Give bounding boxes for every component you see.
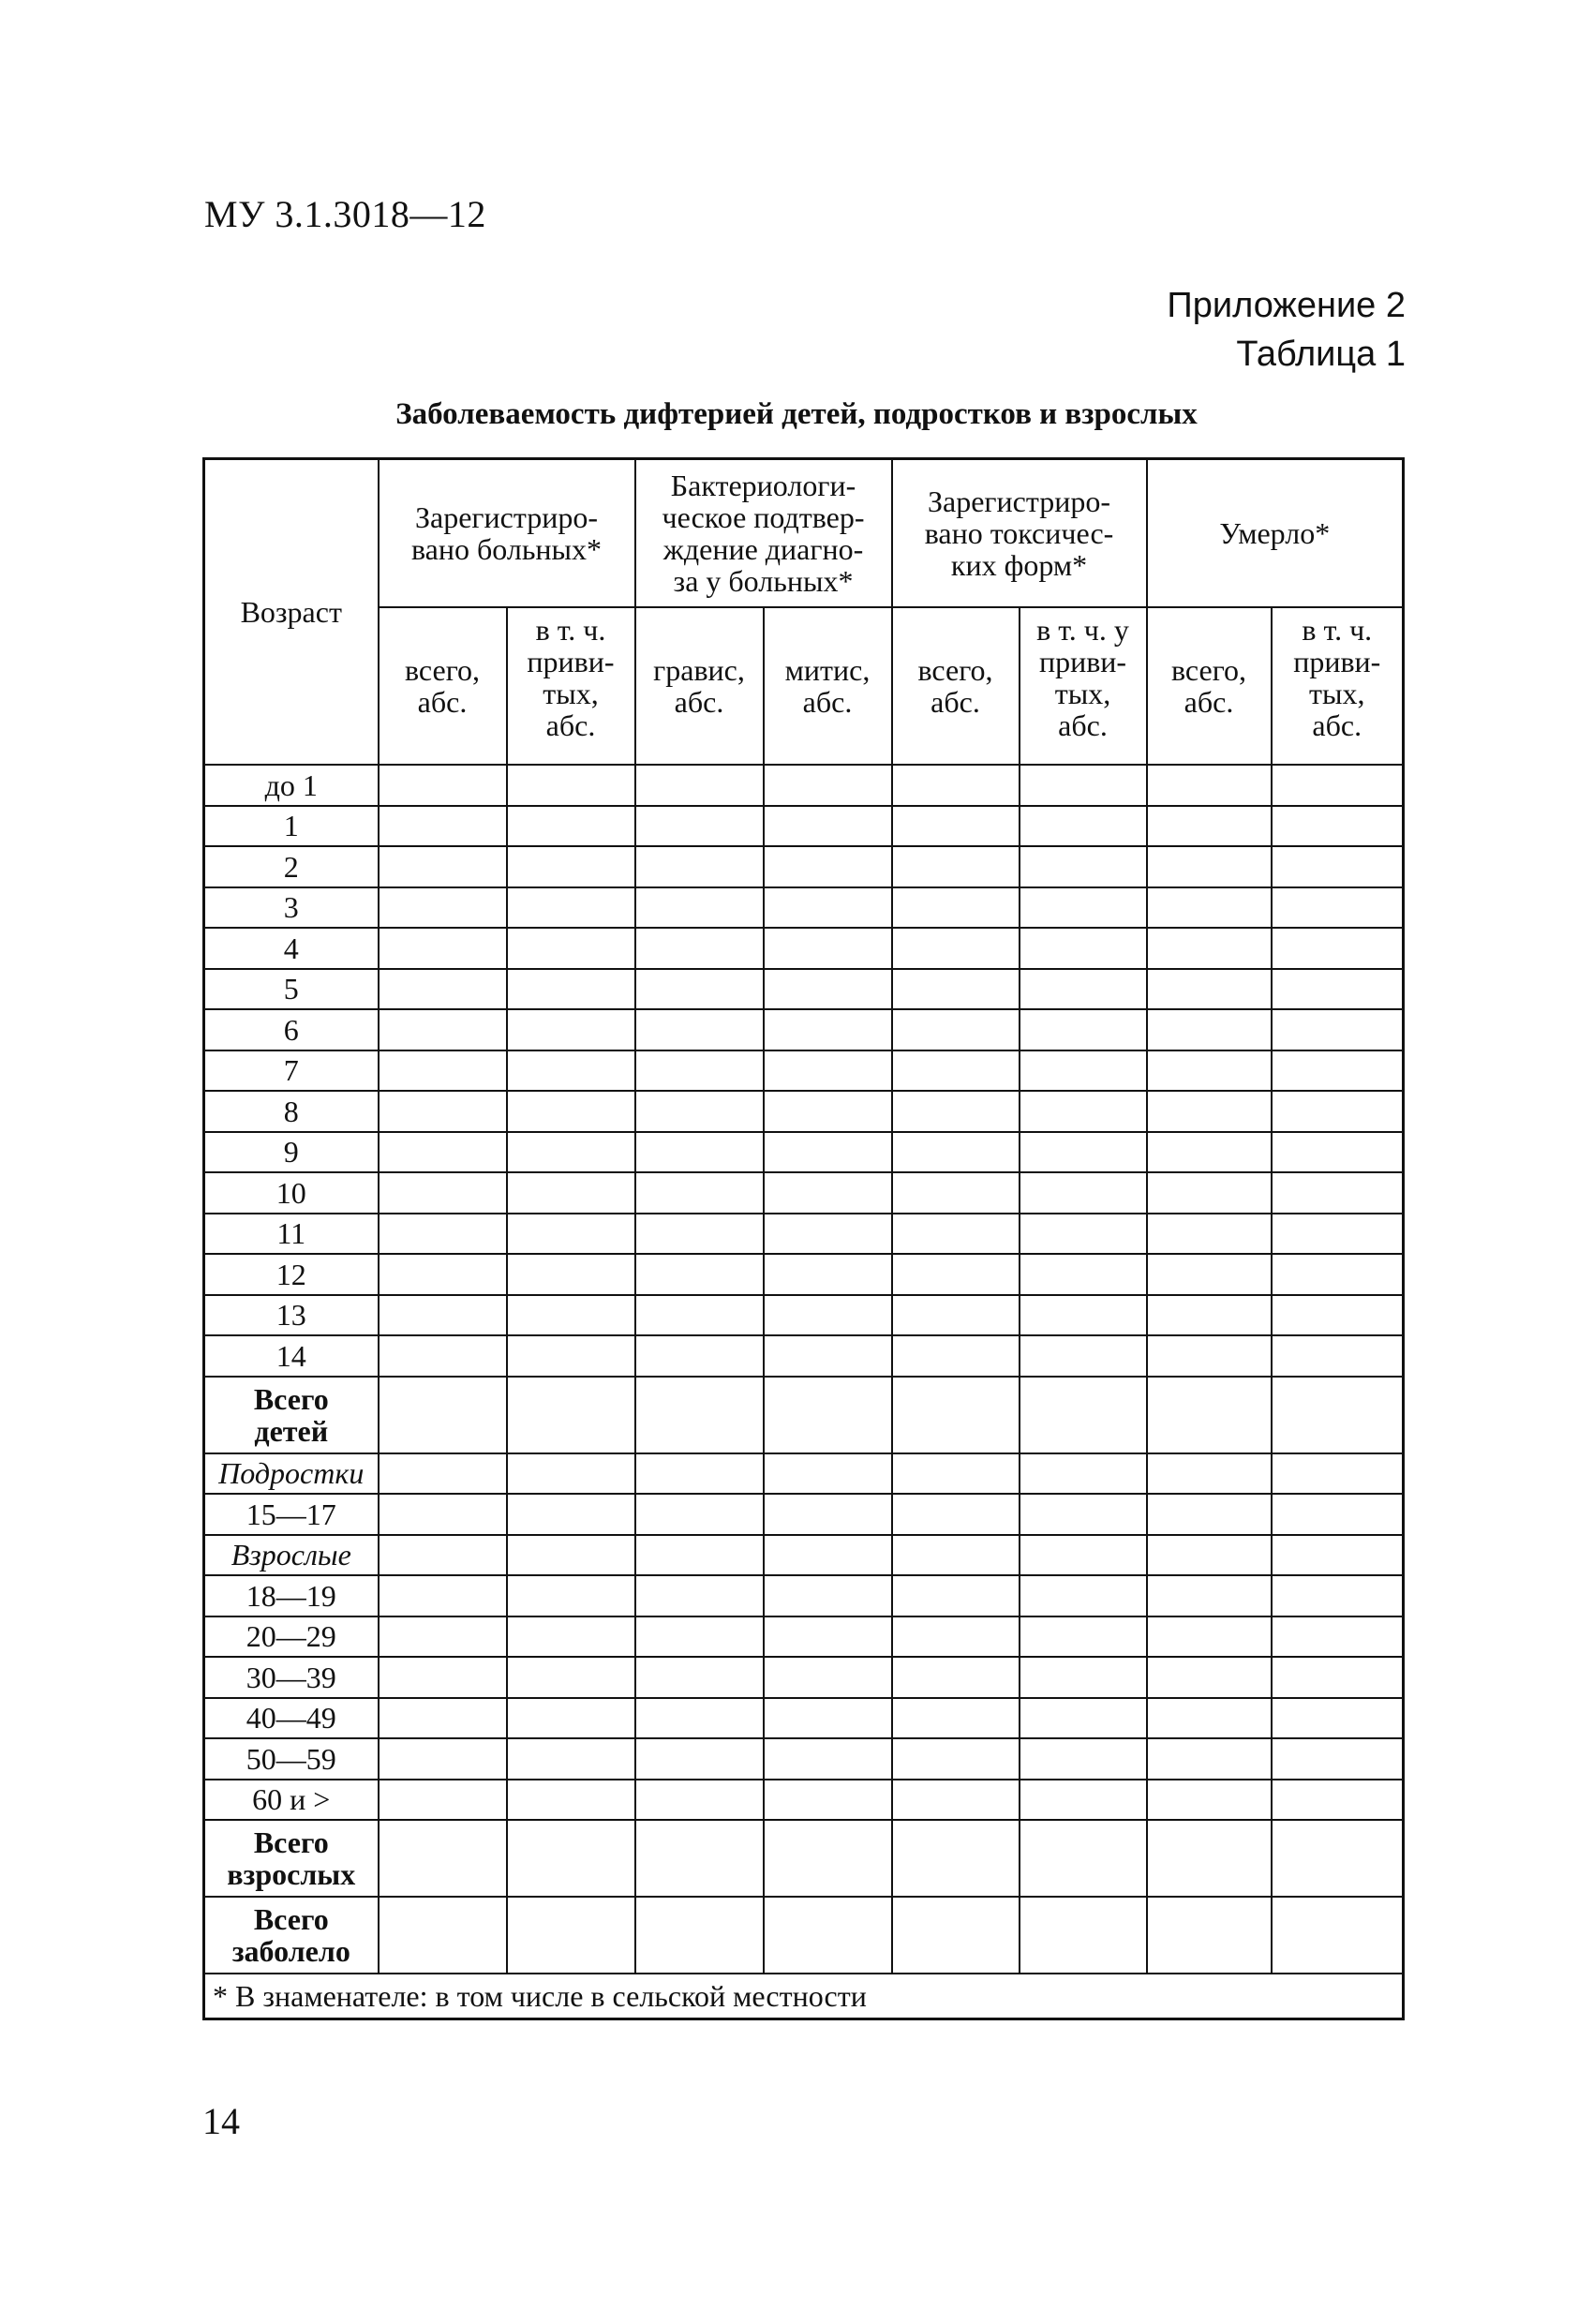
data-cell	[1020, 1091, 1147, 1132]
data-cell	[379, 1091, 507, 1132]
data-cell	[1020, 806, 1147, 847]
data-cell	[764, 806, 892, 847]
data-cell	[1020, 1657, 1147, 1698]
age-cell: 20—29	[204, 1616, 379, 1658]
data-cell	[1147, 1050, 1272, 1092]
data-cell	[1020, 1780, 1147, 1821]
age-cell: 1	[204, 806, 379, 847]
group-header-registered: Зарегистриро- вано больных*	[379, 459, 635, 608]
header-row-subcolumns	[204, 607, 1404, 765]
data-cell	[635, 969, 764, 1010]
data-cell	[764, 1132, 892, 1173]
data-cell	[1147, 1377, 1272, 1453]
age-cell: 14	[204, 1335, 379, 1377]
age-cell: 3	[204, 887, 379, 929]
table-row	[204, 1780, 1404, 1821]
data-cell	[635, 1050, 764, 1092]
data-cell	[892, 1295, 1020, 1336]
age-cell: 5	[204, 969, 379, 1010]
data-cell	[635, 806, 764, 847]
data-cell	[764, 1780, 892, 1821]
data-cell	[507, 846, 635, 887]
data-cell	[1020, 969, 1147, 1010]
data-cell	[764, 1377, 892, 1453]
age-cell: до 1	[204, 765, 379, 806]
data-cell	[379, 1009, 507, 1050]
data-cell	[892, 1738, 1020, 1780]
data-cell	[764, 1254, 892, 1295]
table-row	[204, 1494, 1404, 1535]
data-cell	[892, 1575, 1020, 1616]
data-cell	[1147, 1780, 1272, 1821]
data-cell	[635, 1780, 764, 1821]
data-cell	[764, 1295, 892, 1336]
data-cell	[892, 1091, 1020, 1132]
age-column-header: Возраст	[204, 459, 379, 766]
age-cell: Всего взрослых	[204, 1820, 379, 1897]
data-cell	[1020, 1335, 1147, 1377]
data-cell	[507, 969, 635, 1010]
data-cell	[507, 1335, 635, 1377]
data-cell	[379, 887, 507, 929]
data-cell	[507, 887, 635, 929]
data-cell	[1147, 887, 1272, 929]
data-cell	[1272, 1616, 1404, 1658]
data-cell	[892, 1050, 1020, 1092]
data-cell	[507, 1214, 635, 1255]
data-cell	[1272, 1050, 1404, 1092]
data-cell	[764, 1616, 892, 1658]
data-cell	[1272, 969, 1404, 1010]
appendix-block	[1167, 281, 1406, 379]
data-cell	[507, 1295, 635, 1336]
data-cell	[892, 1535, 1020, 1576]
data-cell	[1272, 1738, 1404, 1780]
table-row	[204, 1009, 1404, 1050]
page-number: 14	[202, 2100, 240, 2142]
data-cell	[1147, 1575, 1272, 1616]
data-cell	[1020, 1820, 1147, 1897]
data-cell	[1147, 1172, 1272, 1214]
data-cell	[764, 1172, 892, 1214]
age-cell: 7	[204, 1050, 379, 1092]
age-cell: 30—39	[204, 1657, 379, 1698]
age-cell: 60 и >	[204, 1780, 379, 1821]
data-cell	[635, 1698, 764, 1739]
data-cell	[892, 969, 1020, 1010]
table-row	[204, 806, 1404, 847]
data-cell	[1147, 765, 1272, 806]
data-cell	[379, 1535, 507, 1576]
data-cell	[1020, 1698, 1147, 1739]
group-header-bacteriological: Бактериологи- ческое подтвер- ждение диагно- за у больных*	[635, 459, 892, 608]
data-cell	[379, 1172, 507, 1214]
data-cell	[892, 1897, 1020, 1974]
data-cell	[635, 1091, 764, 1132]
data-cell	[1272, 1575, 1404, 1616]
data-cell	[1020, 1132, 1147, 1173]
data-cell	[507, 1172, 635, 1214]
age-cell: 12	[204, 1254, 379, 1295]
table-row	[204, 765, 1404, 806]
data-cell	[892, 1335, 1020, 1377]
data-cell	[635, 846, 764, 887]
data-cell	[892, 846, 1020, 887]
data-cell	[635, 1657, 764, 1698]
data-cell	[892, 1132, 1020, 1173]
data-cell	[1020, 1897, 1147, 1974]
table-row	[204, 1535, 1404, 1576]
table-row	[204, 1295, 1404, 1336]
data-cell	[1272, 1698, 1404, 1739]
data-cell	[379, 846, 507, 887]
data-cell	[635, 1214, 764, 1255]
data-cell	[764, 1820, 892, 1897]
data-cell	[635, 1738, 764, 1780]
table-row	[204, 928, 1404, 969]
data-cell	[635, 887, 764, 929]
data-cell	[764, 1453, 892, 1495]
data-cell	[1147, 1453, 1272, 1495]
age-cell: Подростки	[204, 1453, 379, 1495]
data-cell	[379, 1616, 507, 1658]
data-cell	[1020, 1377, 1147, 1453]
data-cell	[1020, 765, 1147, 806]
data-cell	[1272, 1897, 1404, 1974]
age-cell: 9	[204, 1132, 379, 1173]
data-cell	[379, 1214, 507, 1255]
data-cell	[1020, 1254, 1147, 1295]
data-cell	[1147, 1820, 1272, 1897]
data-cell	[379, 1254, 507, 1295]
age-cell: Всего детей	[204, 1377, 379, 1453]
age-cell: 15—17	[204, 1494, 379, 1535]
data-cell	[764, 969, 892, 1010]
data-cell	[1147, 846, 1272, 887]
footnote: * В знаменателе: в том числе в сельской местности	[204, 1974, 1404, 2019]
data-cell	[379, 1657, 507, 1698]
data-cell	[1147, 1494, 1272, 1535]
data-cell	[379, 1494, 507, 1535]
subheader-total: всего, абс.	[892, 607, 1020, 765]
age-cell: 6	[204, 1009, 379, 1050]
data-cell	[507, 806, 635, 847]
data-cell	[1272, 1132, 1404, 1173]
age-cell: 4	[204, 928, 379, 969]
data-cell	[507, 1897, 635, 1974]
data-cell	[764, 1214, 892, 1255]
data-cell	[764, 1091, 892, 1132]
data-cell	[507, 1050, 635, 1092]
data-cell	[507, 1254, 635, 1295]
data-cell	[892, 1657, 1020, 1698]
data-cell	[1020, 1535, 1147, 1576]
data-cell	[635, 1494, 764, 1535]
data-cell	[892, 1698, 1020, 1739]
data-cell	[1147, 1214, 1272, 1255]
data-cell	[1020, 1050, 1147, 1092]
data-cell	[1147, 1698, 1272, 1739]
data-cell	[1020, 1738, 1147, 1780]
data-cell	[507, 1820, 635, 1897]
age-cell: 11	[204, 1214, 379, 1255]
table-row	[204, 846, 1404, 887]
table-row	[204, 1050, 1404, 1092]
data-cell	[1272, 765, 1404, 806]
data-cell	[635, 1335, 764, 1377]
data-cell	[1147, 1738, 1272, 1780]
data-cell	[764, 765, 892, 806]
data-cell	[1272, 1453, 1404, 1495]
data-cell	[892, 887, 1020, 929]
table-row	[204, 1132, 1404, 1173]
data-cell	[507, 1698, 635, 1739]
data-cell	[379, 928, 507, 969]
data-cell	[1272, 1172, 1404, 1214]
footnote-row	[204, 1974, 1404, 2019]
data-cell	[1272, 1780, 1404, 1821]
age-cell: Взрослые	[204, 1535, 379, 1576]
data-cell	[379, 1575, 507, 1616]
data-cell	[1272, 1657, 1404, 1698]
data-cell	[635, 1575, 764, 1616]
subheader-vaccinated: в т. ч. приви- тых, абс.	[1272, 607, 1404, 765]
data-cell	[892, 928, 1020, 969]
data-cell	[635, 1820, 764, 1897]
group-header-toxic-forms: Зарегистриро- вано токсичес- ких форм*	[892, 459, 1147, 608]
data-cell	[1272, 1535, 1404, 1576]
data-cell	[507, 1377, 635, 1453]
data-cell	[1272, 928, 1404, 969]
data-cell	[892, 1616, 1020, 1658]
data-cell	[1147, 1657, 1272, 1698]
data-cell	[764, 1335, 892, 1377]
data-cell	[1272, 1254, 1404, 1295]
table-row	[204, 1575, 1404, 1616]
data-cell	[1020, 1575, 1147, 1616]
data-cell	[635, 1453, 764, 1495]
morbidity-table	[202, 457, 1405, 2020]
data-cell	[379, 1738, 507, 1780]
data-cell	[379, 1698, 507, 1739]
data-cell	[1020, 1172, 1147, 1214]
data-cell	[764, 1698, 892, 1739]
data-cell	[764, 1535, 892, 1576]
table-row	[204, 969, 1404, 1010]
table-row	[204, 1657, 1404, 1698]
age-cell: 8	[204, 1091, 379, 1132]
data-cell	[635, 1295, 764, 1336]
data-cell	[1272, 846, 1404, 887]
data-cell	[635, 928, 764, 969]
data-cell	[379, 1132, 507, 1173]
data-cell	[1272, 1494, 1404, 1535]
data-cell	[1272, 1295, 1404, 1336]
data-cell	[892, 1254, 1020, 1295]
data-cell	[764, 1657, 892, 1698]
table-row	[204, 1738, 1404, 1780]
data-cell	[379, 806, 507, 847]
data-cell	[507, 1575, 635, 1616]
age-cell: 2	[204, 846, 379, 887]
data-cell	[1020, 887, 1147, 929]
data-cell	[507, 1780, 635, 1821]
data-cell	[764, 1050, 892, 1092]
data-cell	[635, 1254, 764, 1295]
data-cell	[764, 846, 892, 887]
appendix-label: Приложение 2	[1167, 286, 1406, 325]
data-cell	[379, 1780, 507, 1821]
table-row	[204, 1172, 1404, 1214]
data-cell	[1272, 1214, 1404, 1255]
data-cell	[1020, 928, 1147, 969]
data-cell	[1020, 1295, 1147, 1336]
data-cell	[635, 1897, 764, 1974]
table-row	[204, 1214, 1404, 1255]
data-cell	[1272, 1091, 1404, 1132]
data-cell	[507, 1453, 635, 1495]
subheader-total: всего, абс.	[1147, 607, 1272, 765]
data-cell	[1147, 1132, 1272, 1173]
data-cell	[1147, 1295, 1272, 1336]
data-cell	[1147, 928, 1272, 969]
data-cell	[379, 765, 507, 806]
data-cell	[1272, 1377, 1404, 1453]
data-cell	[507, 1091, 635, 1132]
subheader-vaccinated: в т. ч. у приви- тых, абс.	[1020, 607, 1147, 765]
data-cell	[892, 1214, 1020, 1255]
data-cell	[892, 1377, 1020, 1453]
data-cell	[635, 1009, 764, 1050]
data-cell	[1272, 1335, 1404, 1377]
subheader-total: всего, абс.	[379, 607, 507, 765]
table-row	[204, 1091, 1404, 1132]
data-cell	[764, 1897, 892, 1974]
table-row	[204, 887, 1404, 929]
data-cell	[892, 1172, 1020, 1214]
data-cell	[507, 1132, 635, 1173]
subheader-vaccinated: в т. ч. приви- тых, абс.	[507, 607, 635, 765]
group-header-died: Умерло*	[1147, 459, 1404, 608]
subheader-gravis: гравис, абс.	[635, 607, 764, 765]
data-cell	[379, 969, 507, 1010]
data-cell	[507, 1738, 635, 1780]
age-cell: 50—59	[204, 1738, 379, 1780]
data-cell	[379, 1377, 507, 1453]
data-cell	[892, 1009, 1020, 1050]
data-cell	[379, 1820, 507, 1897]
age-cell: 18—19	[204, 1575, 379, 1616]
table-number: Таблица 1	[1236, 335, 1406, 374]
data-cell	[764, 1009, 892, 1050]
data-cell	[1020, 1009, 1147, 1050]
data-cell	[635, 1377, 764, 1453]
data-cell	[507, 1494, 635, 1535]
data-cell	[892, 1820, 1020, 1897]
data-cell	[1020, 1453, 1147, 1495]
data-cell	[507, 928, 635, 969]
data-cell	[1147, 1335, 1272, 1377]
data-cell	[635, 765, 764, 806]
table-row	[204, 1616, 1404, 1658]
data-cell	[635, 1535, 764, 1576]
table-row	[204, 1820, 1404, 1897]
data-cell	[507, 1535, 635, 1576]
data-cell	[1272, 887, 1404, 929]
data-cell	[635, 1616, 764, 1658]
data-cell	[1147, 1535, 1272, 1576]
data-cell	[379, 1050, 507, 1092]
data-cell	[1147, 1616, 1272, 1658]
data-cell	[764, 928, 892, 969]
age-cell: Всего заболело	[204, 1897, 379, 1974]
data-cell	[507, 1009, 635, 1050]
data-cell	[1020, 1214, 1147, 1255]
data-cell	[1272, 806, 1404, 847]
table-row	[204, 1377, 1404, 1453]
data-cell	[379, 1453, 507, 1495]
data-cell	[892, 765, 1020, 806]
data-cell	[1147, 1009, 1272, 1050]
data-cell	[379, 1335, 507, 1377]
table-row	[204, 1335, 1404, 1377]
data-cell	[1272, 1009, 1404, 1050]
data-cell	[1020, 846, 1147, 887]
data-cell	[379, 1897, 507, 1974]
data-cell	[379, 1295, 507, 1336]
data-cell	[507, 1657, 635, 1698]
table-row	[204, 1698, 1404, 1739]
data-cell	[507, 1616, 635, 1658]
header-row-groups	[204, 459, 1404, 608]
age-cell: 40—49	[204, 1698, 379, 1739]
data-cell	[764, 887, 892, 929]
data-cell	[892, 1494, 1020, 1535]
table-row	[204, 1897, 1404, 1974]
subheader-mitis: митис, абс.	[764, 607, 892, 765]
data-cell	[1020, 1616, 1147, 1658]
data-cell	[892, 1453, 1020, 1495]
data-cell	[892, 806, 1020, 847]
table-title: Заболеваемость дифтерией детей, подростков и взрослых	[395, 397, 1198, 431]
data-cell	[635, 1172, 764, 1214]
data-cell	[1147, 1091, 1272, 1132]
age-cell: 10	[204, 1172, 379, 1214]
data-cell	[764, 1738, 892, 1780]
data-cell	[1147, 969, 1272, 1010]
age-cell: 13	[204, 1295, 379, 1336]
data-cell	[1272, 1820, 1404, 1897]
data-cell	[1020, 1494, 1147, 1535]
data-cell	[1147, 806, 1272, 847]
table-row	[204, 1453, 1404, 1495]
data-cell	[635, 1132, 764, 1173]
document-code: МУ 3.1.3018—12	[204, 193, 486, 235]
data-cell	[1147, 1897, 1272, 1974]
data-cell	[1147, 1254, 1272, 1295]
data-cell	[892, 1780, 1020, 1821]
data-cell	[764, 1494, 892, 1535]
data-cell	[764, 1575, 892, 1616]
data-cell	[507, 765, 635, 806]
table-row	[204, 1254, 1404, 1295]
